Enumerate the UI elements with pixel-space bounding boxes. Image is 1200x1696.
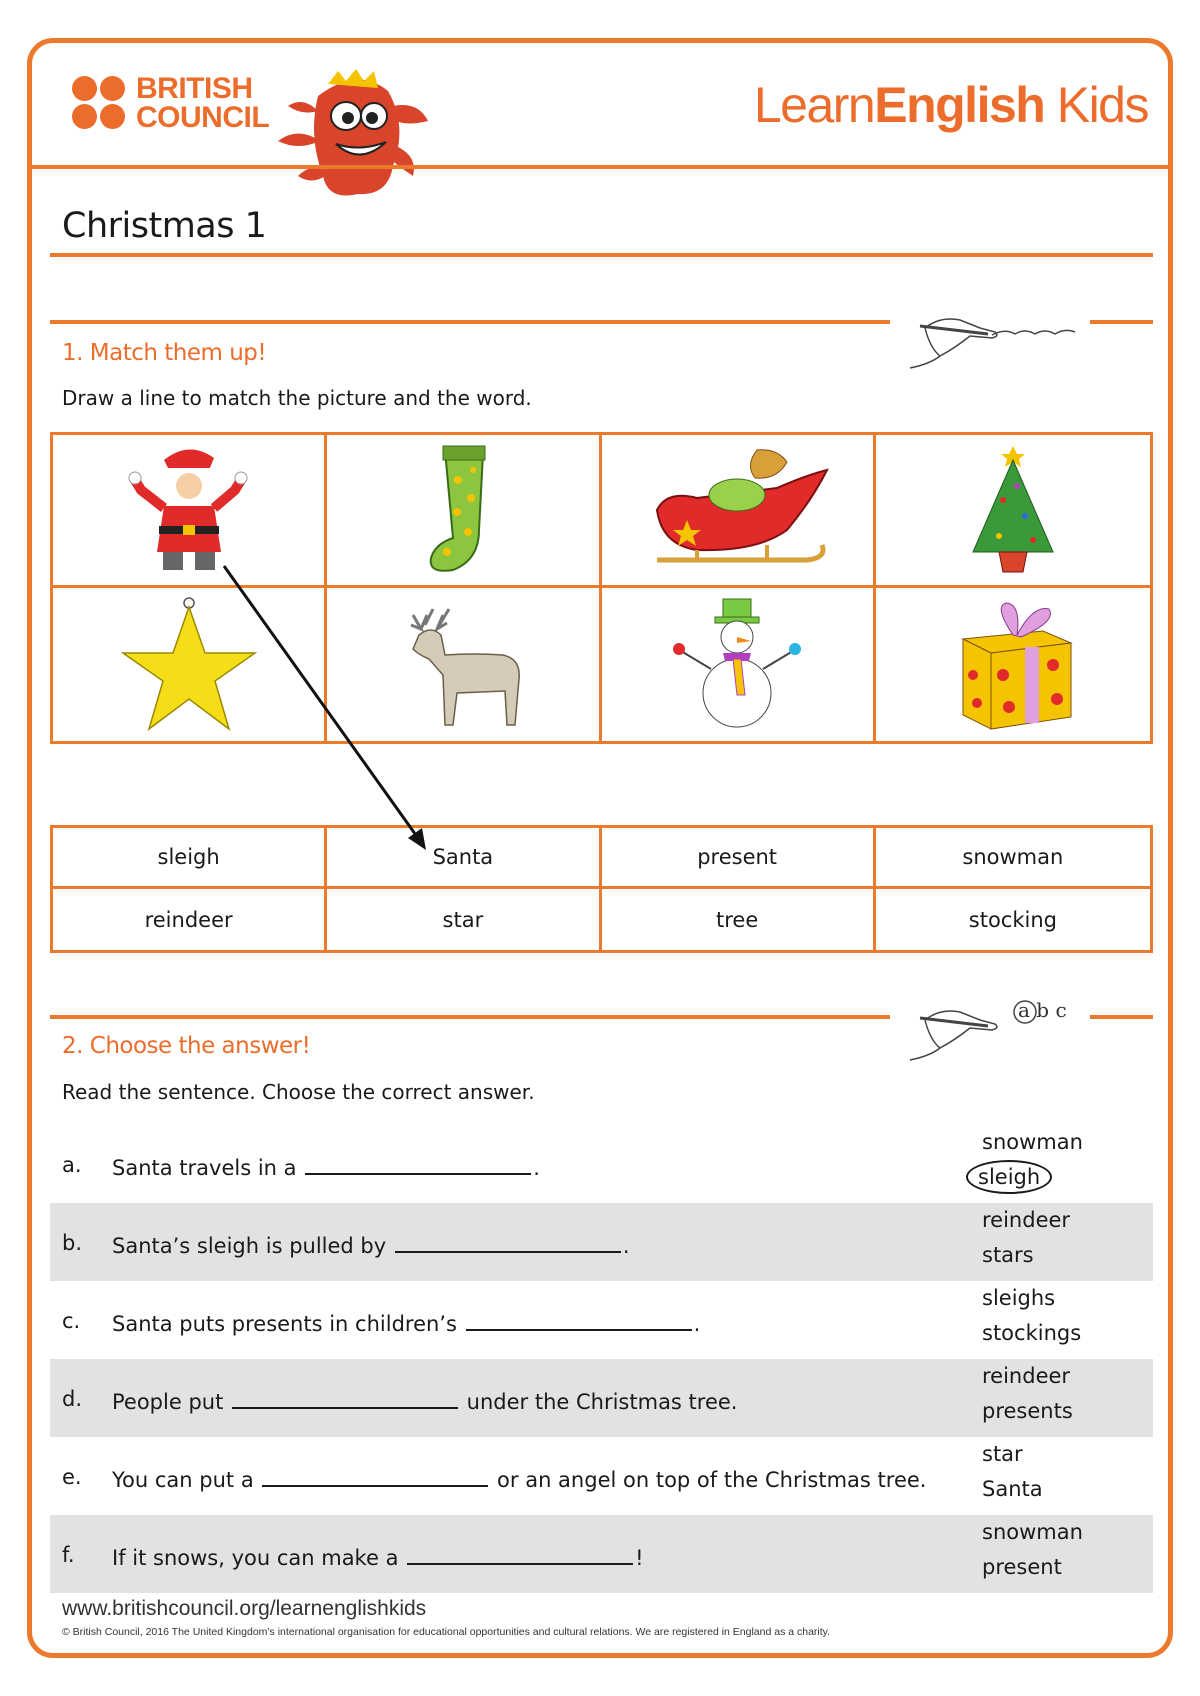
question-text-before: Santa’s sleigh is pulled by — [112, 1234, 393, 1258]
bc-logo-line1: BRITISH — [136, 72, 253, 105]
answer-option[interactable] — [982, 1359, 1073, 1394]
bc-logo-line2: COUNCIL — [136, 101, 270, 134]
section2-rule-right — [1090, 1015, 1153, 1019]
answer-options — [982, 1437, 1043, 1507]
snowman-icon — [657, 595, 817, 735]
word-cell[interactable]: sleigh — [53, 828, 327, 889]
answer-option-label: reindeer — [982, 1208, 1071, 1232]
picture-cell-reindeer[interactable] — [327, 588, 601, 741]
lek-logo-learn: Learn — [753, 77, 875, 133]
picture-cell-snowman[interactable] — [602, 588, 876, 741]
word-cell[interactable]: star — [327, 889, 601, 950]
answer-option-label: sleighs — [982, 1286, 1056, 1310]
lek-logo-kids: Kids — [1044, 77, 1148, 133]
question-text-before: Santa travels in a — [112, 1156, 304, 1180]
present-icon — [933, 595, 1093, 735]
stocking-icon — [383, 440, 543, 580]
picture-cell-stocking[interactable] — [327, 435, 601, 588]
word-cell[interactable]: snowman — [876, 828, 1150, 889]
question-sentence — [112, 1387, 737, 1414]
answer-option[interactable] — [982, 1125, 1083, 1160]
picture-cell-tree[interactable] — [876, 435, 1150, 588]
question-row — [50, 1281, 1153, 1359]
santa-icon — [109, 440, 269, 580]
footer-url[interactable]: www.britishcouncil.org/learnenglishkids — [62, 1597, 427, 1620]
section2-instruction: Read the sentence. Choose the correct answer. — [62, 1080, 535, 1104]
question-row — [50, 1359, 1153, 1437]
answer-option-label: snowman — [982, 1130, 1083, 1154]
hand-letter-c: c — [1055, 998, 1067, 1022]
question-letter: d. — [62, 1387, 83, 1411]
word-cell[interactable]: Santa — [327, 828, 601, 889]
question-text-after: . — [533, 1156, 540, 1180]
question-sentence — [112, 1231, 630, 1258]
answer-blank[interactable] — [232, 1387, 458, 1409]
question-text-before: People put — [112, 1390, 230, 1414]
question-sentence — [112, 1543, 644, 1570]
answer-option[interactable] — [982, 1550, 1083, 1585]
answer-option[interactable] — [982, 1437, 1043, 1472]
question-row — [50, 1515, 1153, 1593]
section2-title: 2. Choose the answer! — [62, 1033, 311, 1059]
question-text-before: You can put a — [112, 1468, 261, 1492]
answer-blank[interactable] — [395, 1231, 621, 1253]
answer-option-label: stars — [982, 1243, 1034, 1267]
answer-blank[interactable] — [262, 1465, 488, 1487]
writing-hand-icon — [900, 298, 1080, 380]
question-text-after: under the Christmas tree. — [460, 1390, 738, 1414]
lek-logo-english: English — [874, 77, 1045, 133]
header-divider — [27, 165, 1173, 169]
answer-option[interactable] — [982, 1238, 1070, 1273]
answer-blank[interactable] — [305, 1153, 531, 1175]
sleigh-icon — [637, 440, 837, 580]
answer-option[interactable] — [982, 1316, 1081, 1351]
answer-options — [982, 1203, 1070, 1273]
british-council-dots-icon — [72, 76, 128, 132]
picture-cell-santa[interactable] — [53, 435, 327, 588]
answer-option-label: presents — [982, 1399, 1073, 1423]
answer-options — [978, 1125, 1083, 1195]
question-row — [50, 1437, 1153, 1515]
answer-option[interactable] — [982, 1472, 1043, 1507]
word-cell[interactable]: present — [602, 828, 876, 889]
answer-option[interactable] — [982, 1515, 1083, 1550]
picture-cell-star[interactable] — [53, 588, 327, 741]
question-text-after: ! — [635, 1546, 644, 1570]
question-letter: a. — [62, 1153, 82, 1177]
section1-instruction: Draw a line to match the picture and the word. — [62, 386, 532, 410]
word-cell[interactable]: reindeer — [53, 889, 327, 950]
answer-option-label: present — [982, 1555, 1062, 1579]
answer-option-label: snowman — [982, 1520, 1083, 1544]
question-sentence — [112, 1309, 700, 1336]
answer-options — [982, 1281, 1081, 1351]
answer-blank[interactable] — [407, 1543, 633, 1565]
question-letter: f. — [62, 1543, 75, 1567]
question-letter: e. — [62, 1465, 82, 1489]
answer-option-label: sleigh — [966, 1160, 1052, 1194]
answer-option[interactable] — [982, 1203, 1070, 1238]
word-cell[interactable]: tree — [602, 889, 876, 950]
answer-blank[interactable] — [466, 1309, 692, 1331]
question-text-after: . — [693, 1312, 701, 1336]
question-text-after: or an angel on top of the Christmas tree. — [490, 1468, 927, 1492]
answer-option[interactable] — [982, 1394, 1073, 1429]
question-row — [50, 1203, 1153, 1281]
section1-title: 1. Match them up! — [62, 340, 267, 366]
hand-letter-a: a — [1018, 998, 1030, 1022]
page-title: Christmas 1 — [62, 206, 267, 246]
question-text-after: . — [622, 1234, 630, 1258]
answer-options — [982, 1359, 1073, 1429]
footer-copyright: © British Council, 2016 The United Kingdom’s international organisation for educational opportunities and cultural relations. We are registered in England as a charity. — [62, 1626, 831, 1638]
answer-option-label: Santa — [982, 1477, 1043, 1501]
picture-cell-sleigh[interactable] — [602, 435, 876, 588]
star-icon — [109, 595, 269, 735]
answer-option[interactable] — [982, 1281, 1081, 1316]
answer-option[interactable] — [978, 1160, 1083, 1195]
word-grid — [50, 825, 1153, 953]
question-letter: b. — [62, 1231, 83, 1255]
answer-option-label: stockings — [982, 1321, 1082, 1345]
title-underline — [50, 253, 1153, 257]
monster-mascot-icon — [268, 66, 438, 206]
word-cell[interactable]: stocking — [968, 907, 1057, 932]
answer-options — [982, 1515, 1083, 1585]
question-letter: c. — [62, 1309, 81, 1333]
question-text-before: Santa puts presents in children’s — [112, 1312, 464, 1336]
answer-option-label: star — [982, 1442, 1023, 1466]
british-council-logo — [72, 72, 272, 136]
section1-rule-right — [1090, 320, 1153, 324]
picture-cell-present[interactable] — [876, 588, 1150, 741]
section1-rule-left — [50, 320, 890, 324]
christmas-tree-icon — [933, 440, 1093, 580]
picture-grid — [50, 432, 1153, 744]
section2-rule-left — [50, 1015, 890, 1019]
question-sentence — [112, 1153, 540, 1180]
answer-option-label: reindeer — [982, 1364, 1071, 1388]
reindeer-icon — [383, 595, 543, 735]
question-row — [50, 1125, 1153, 1203]
question-sentence — [112, 1465, 926, 1492]
learn-english-kids-logo — [754, 76, 1148, 134]
question-text-before: If it snows, you can make a — [112, 1546, 406, 1570]
hand-letter-b: b — [1036, 998, 1050, 1022]
hand-letters — [1018, 998, 1067, 1022]
